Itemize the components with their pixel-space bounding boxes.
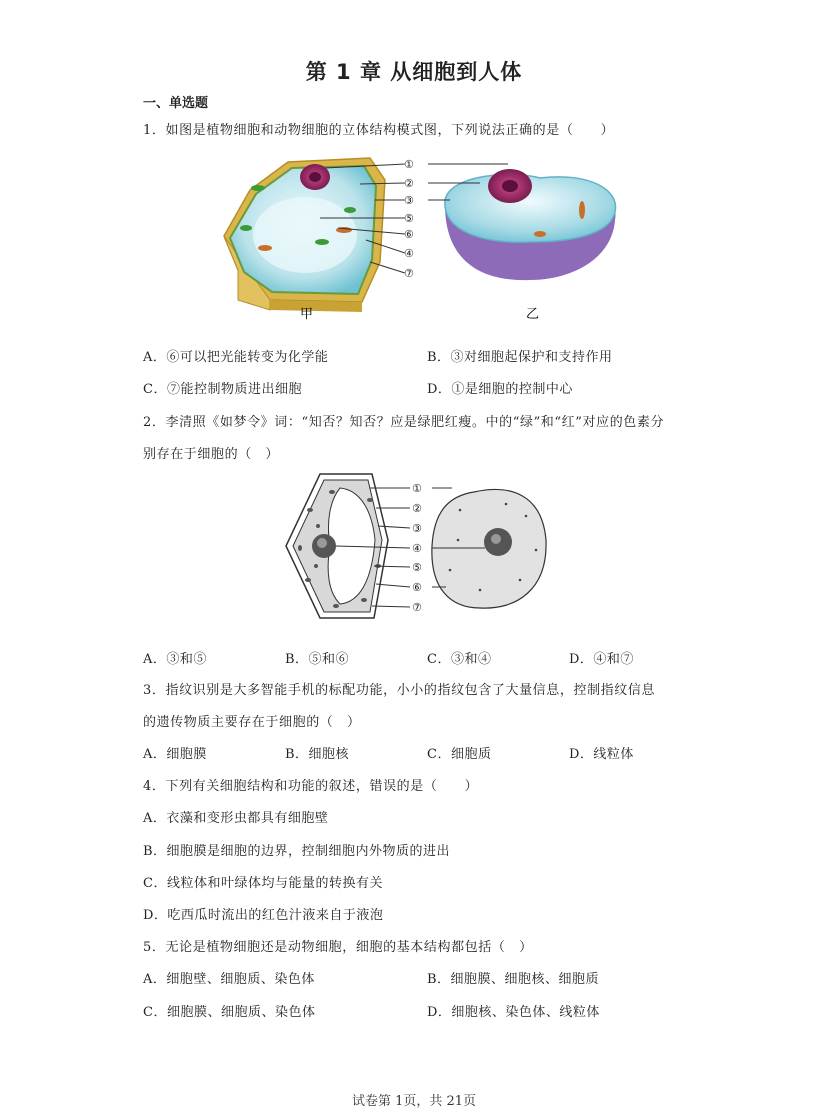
q3-option-b[interactable]: B．细胞核 <box>285 747 350 762</box>
q1-caption-yi: 乙 <box>526 307 540 322</box>
q4-option-c[interactable]: C．线粒体和叶绿体均与能量的转换有关 <box>143 876 383 891</box>
q2-label-7: ⑦ <box>412 601 422 614</box>
q1-option-b[interactable]: B．③对细胞起保护和支持作用 <box>427 350 613 365</box>
q2-option-c[interactable]: C．③和④ <box>427 652 492 667</box>
q2-option-a[interactable]: A．③和⑤ <box>143 652 207 667</box>
page-footer: 试卷第 1页，共 21页 <box>351 1094 477 1109</box>
q2-label-2: ② <box>412 502 422 515</box>
q2-option-b[interactable]: B．⑤和⑥ <box>285 652 350 667</box>
q1-label-7: ⑦ <box>404 267 414 280</box>
plant-cell <box>224 158 385 312</box>
q2-cell-diagram <box>280 470 560 630</box>
q2-label-3: ③ <box>412 522 422 535</box>
q4-option-d[interactable]: D．吃西瓜时流出的红色汁液来自于液泡 <box>143 908 384 923</box>
page-title: 第 1 章 从细胞到人体 <box>305 60 523 84</box>
q2-stem-line2: 别存在于细胞的（ ） <box>143 447 280 462</box>
q1-label-6: ⑥ <box>404 228 414 241</box>
q1-option-c[interactable]: C．⑦能控制物质进出细胞 <box>143 382 302 397</box>
q5-option-d[interactable]: D．细胞核、染色体、线粒体 <box>427 1005 600 1020</box>
q1-label-5: ⑤ <box>404 212 414 225</box>
q3-option-c[interactable]: C．细胞质 <box>427 747 492 762</box>
animal-cell <box>445 169 616 280</box>
q3-stem-line1: 3．指纹识别是大多智能手机的标配功能，小小的指纹包含了大量信息，控制指纹信息 <box>143 683 656 698</box>
q5-option-c[interactable]: C．细胞膜、细胞质、染色体 <box>143 1005 316 1020</box>
q1-option-d[interactable]: D．①是细胞的控制中心 <box>427 382 573 397</box>
q3-option-d[interactable]: D．线粒体 <box>569 747 634 762</box>
q1-label-2: ② <box>404 177 414 190</box>
q1-label-1: ① <box>404 158 414 171</box>
q2-label-1: ① <box>412 482 422 495</box>
q5-stem: 5．无论是植物细胞还是动物细胞，细胞的基本结构都包括（ ） <box>143 940 533 955</box>
q4-stem: 4．下列有关细胞结构和功能的叙述，错误的是（ ） <box>143 779 479 794</box>
q4-option-b[interactable]: B．细胞膜是细胞的边界，控制细胞内外物质的进出 <box>143 844 451 859</box>
q5-option-b[interactable]: B．细胞膜、细胞核、细胞质 <box>427 972 600 987</box>
q2-label-6: ⑥ <box>412 581 422 594</box>
q3-option-a[interactable]: A．细胞膜 <box>143 747 207 762</box>
q1-option-a[interactable]: A．⑥可以把光能转变为化学能 <box>143 350 329 365</box>
q2-option-d[interactable]: D．④和⑦ <box>569 652 634 667</box>
q3-stem-line2: 的遗传物质主要存在于细胞的（ ） <box>143 715 361 730</box>
q2-label-4: ④ <box>412 542 422 555</box>
animal-cell-outline <box>432 490 546 609</box>
q2-label-5: ⑤ <box>412 561 422 574</box>
q5-option-a[interactable]: A．细胞壁、细胞质、染色体 <box>143 972 315 987</box>
q1-caption-jia: 甲 <box>300 307 314 322</box>
q1-cell-diagram <box>210 150 630 330</box>
q1-label-4: ④ <box>404 247 414 260</box>
section-heading: 一、单选题 <box>143 96 209 111</box>
q2-stem-line1: 2．李清照《如梦令》词：“知否？知否？应是绿肥红瘦。中的“绿”和“红”对应的色素分 <box>143 415 665 430</box>
q1-label-3: ③ <box>404 194 414 207</box>
q4-option-a[interactable]: A．衣藻和变形虫都具有细胞壁 <box>143 811 329 826</box>
q1-stem: 1．如图是植物细胞和动物细胞的立体结构模式图，下列说法正确的是（ ） <box>143 123 615 138</box>
